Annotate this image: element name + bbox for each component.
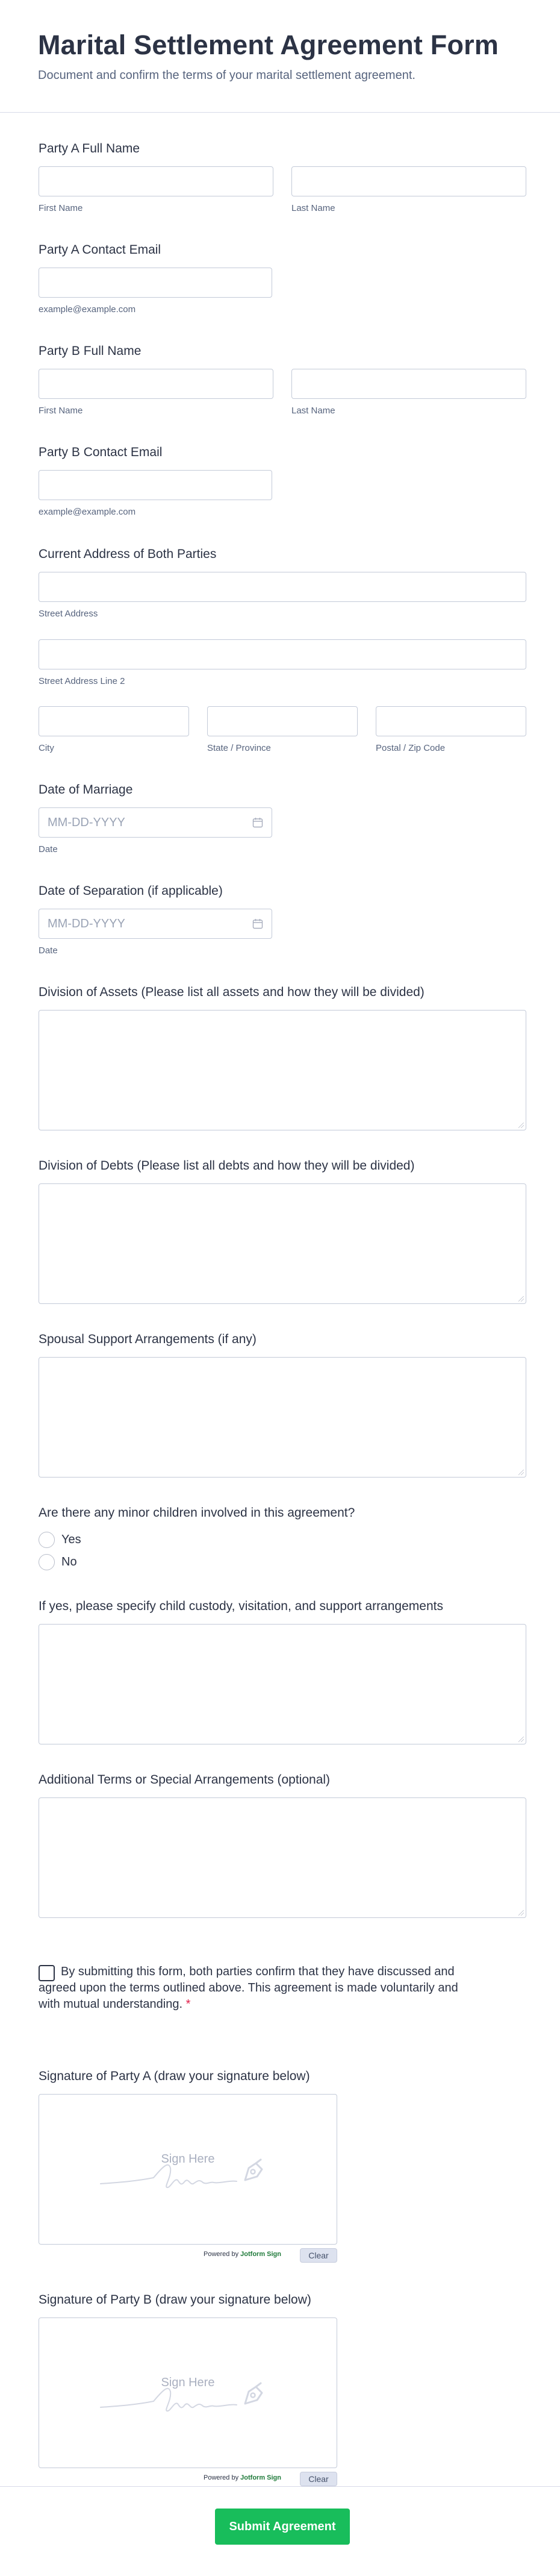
signature-b-field [39, 2292, 526, 2484]
form-header [0, 0, 560, 113]
zip-input[interactable] [376, 706, 526, 736]
separation-date-field [39, 883, 526, 956]
signature-b-label: Signature of Party B (draw your signature below) [39, 2293, 311, 2307]
state-sublabel: State / Province [207, 743, 271, 753]
consent-text-block [39, 1964, 472, 2013]
party-b-name-field [39, 343, 526, 416]
state-input[interactable] [207, 706, 358, 736]
zip-sublabel: Postal / Zip Code [376, 743, 446, 753]
resize-handle[interactable] [518, 1737, 524, 1742]
marriage-date-label: Date of Marriage [39, 783, 133, 797]
calendar-icon[interactable] [252, 817, 263, 828]
clear-signature-b-button[interactable]: Clear [300, 2472, 337, 2486]
party-b-name-label: Party B Full Name [39, 344, 142, 358]
separation-date-sublabel: Date [39, 945, 58, 956]
street-address-line2-input[interactable] [39, 639, 526, 669]
assets-label: Division of Assets (Please list all assets and how they will be divided) [39, 985, 425, 999]
submit-button[interactable]: Submit Agreement [215, 2509, 350, 2545]
party-b-email-sublabel: example@example.com [39, 507, 136, 517]
signature-a-pad[interactable] [39, 2094, 337, 2245]
children-option-no[interactable] [39, 1553, 77, 1570]
party-a-last-name-sublabel: Last Name [291, 203, 335, 213]
radio-no[interactable] [39, 1554, 55, 1570]
custody-textarea[interactable] [39, 1624, 526, 1744]
signature-b-pad[interactable] [39, 2317, 337, 2468]
party-a-first-name-input[interactable] [39, 166, 273, 196]
party-a-email-field [39, 242, 526, 315]
resize-handle[interactable] [518, 1296, 524, 1302]
powered-prefix: Powered by [204, 2251, 239, 2258]
party-b-email-label: Party B Contact Email [39, 445, 163, 459]
party-b-email-input[interactable] [39, 470, 272, 500]
signature-a-field [39, 2069, 526, 2260]
clear-signature-a-button[interactable]: Clear [300, 2248, 337, 2263]
form-subtitle: Document and confirm the terms of your marital settlement agreement. [38, 69, 415, 82]
marriage-date-field [39, 782, 526, 854]
sign-here-text: Sign Here [161, 2376, 215, 2389]
party-a-first-name-sublabel: First Name [39, 203, 83, 213]
party-a-name-label: Party A Full Name [39, 142, 140, 155]
assets-textarea[interactable] [39, 1010, 526, 1130]
signature-scribble-icon [99, 2155, 274, 2197]
signature-a-label: Signature of Party A (draw your signature below) [39, 2069, 310, 2083]
debts-textarea[interactable] [39, 1183, 526, 1304]
powered-by-b [204, 2474, 281, 2481]
children-label: Are there any minor children involved in this agreement? [39, 1506, 355, 1520]
debts-field [39, 1158, 526, 1174]
city-input[interactable] [39, 706, 189, 736]
party-a-email-input[interactable] [39, 268, 272, 298]
party-a-email-label: Party A Contact Email [39, 243, 161, 257]
separation-date-label: Date of Separation (if applicable) [39, 884, 223, 898]
children-option-yes[interactable] [39, 1531, 81, 1548]
address-field [39, 547, 526, 753]
marriage-date-placeholder: MM-DD-YYYY [48, 816, 125, 829]
additional-field [39, 1772, 526, 1788]
party-b-last-name-sublabel: Last Name [291, 406, 335, 416]
party-b-first-name-input[interactable] [39, 369, 273, 399]
party-a-email-sublabel: example@example.com [39, 304, 136, 315]
powered-prefix: Powered by [204, 2474, 239, 2481]
consent-text: By submitting this form, both parties confirm that they have discussed and agreed upon the terms outlined above. This agreement is made voluntarily and with mutual understanding. [39, 1965, 458, 2011]
resize-handle[interactable] [518, 1123, 524, 1128]
radio-yes[interactable] [39, 1532, 55, 1548]
footer-divider [0, 2486, 560, 2487]
street-address-input[interactable] [39, 572, 526, 602]
sign-here-text: Sign Here [161, 2152, 215, 2166]
custody-field [39, 1599, 526, 1614]
separation-date-placeholder: MM-DD-YYYY [48, 917, 125, 930]
party-b-first-name-sublabel: First Name [39, 406, 83, 416]
support-label: Spousal Support Arrangements (if any) [39, 1332, 257, 1346]
calendar-icon[interactable] [252, 918, 263, 929]
party-a-name-field [39, 141, 526, 213]
support-field [39, 1332, 526, 1347]
additional-textarea[interactable] [39, 1797, 526, 1918]
children-field [39, 1505, 526, 1568]
signature-scribble-icon [99, 2378, 274, 2421]
debts-label: Division of Debts (Please list all debts and how they will be divided) [39, 1159, 415, 1173]
resize-handle[interactable] [518, 1910, 524, 1916]
assets-field [39, 985, 526, 1000]
street-address-line2-sublabel: Street Address Line 2 [39, 676, 125, 686]
powered-brand: Jotform Sign [240, 2251, 281, 2258]
powered-brand: Jotform Sign [240, 2474, 281, 2481]
resize-handle[interactable] [518, 1470, 524, 1475]
consent-field [39, 1964, 526, 2018]
radio-no-label: No [61, 1555, 77, 1568]
separation-date-input[interactable] [39, 909, 272, 939]
marriage-date-sublabel: Date [39, 844, 58, 854]
form-title: Marital Settlement Agreement Form [38, 30, 499, 60]
support-textarea[interactable] [39, 1357, 526, 1478]
address-label: Current Address of Both Parties [39, 547, 217, 561]
street-address-sublabel: Street Address [39, 609, 98, 619]
custody-label: If yes, please specify child custody, visitation, and support arrangements [39, 1599, 443, 1613]
city-sublabel: City [39, 743, 54, 753]
party-b-email-field [39, 445, 526, 517]
additional-label: Additional Terms or Special Arrangements (optional) [39, 1773, 331, 1787]
party-b-last-name-input[interactable] [291, 369, 526, 399]
required-mark: * [185, 1998, 191, 2011]
party-a-last-name-input[interactable] [291, 166, 526, 196]
marriage-date-input[interactable] [39, 807, 272, 838]
radio-yes-label: Yes [61, 1532, 81, 1546]
powered-by-a [204, 2251, 281, 2258]
